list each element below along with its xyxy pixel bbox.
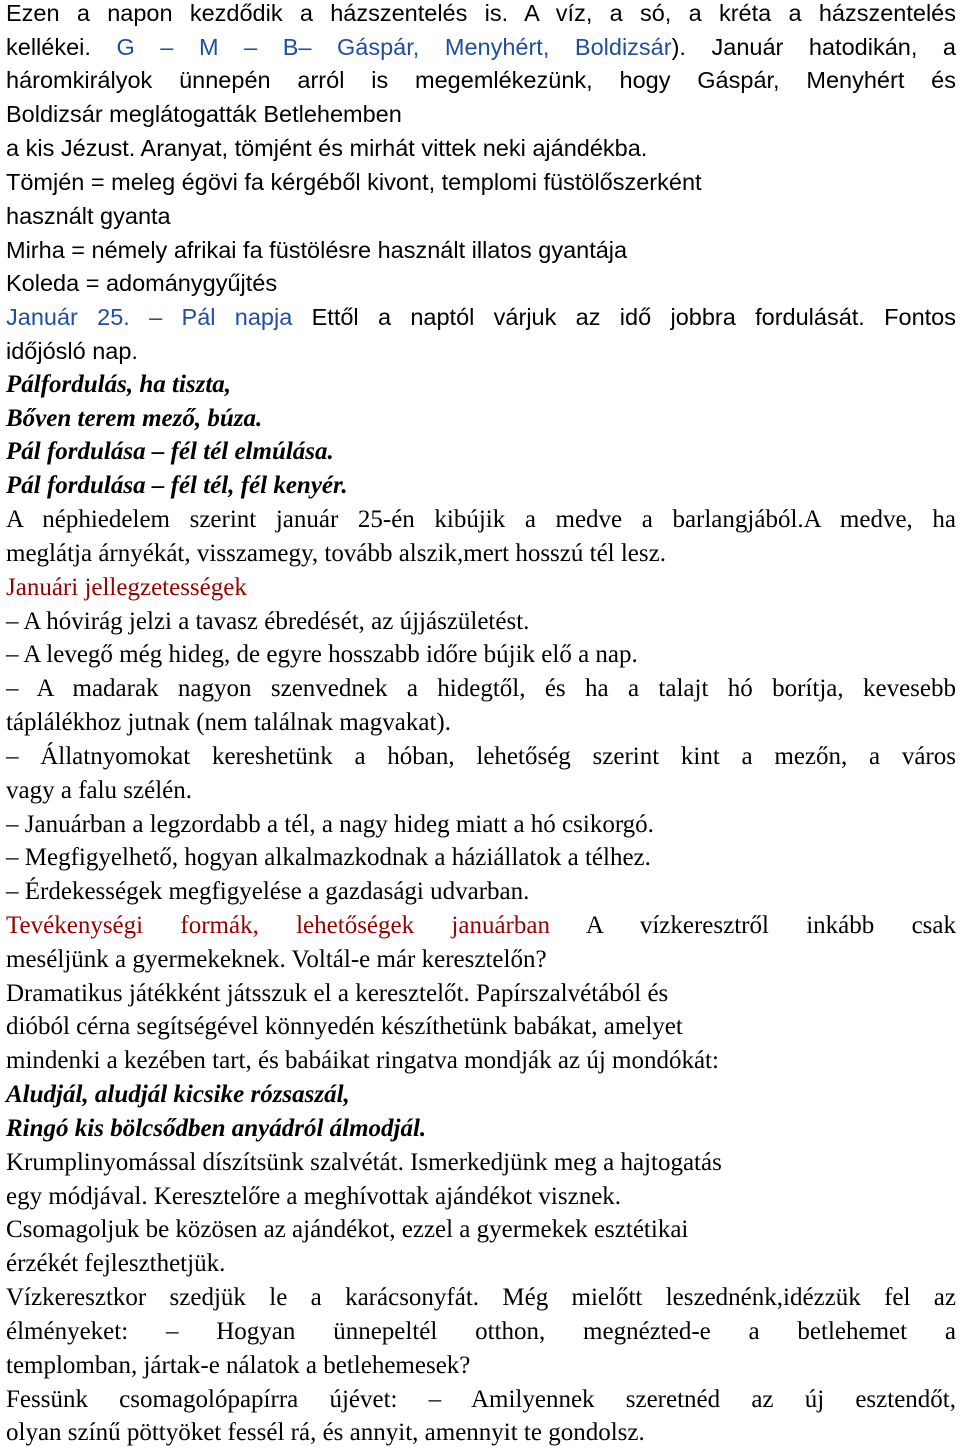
verse1-line-3: Pál fordulása – fél tél elmúlása. <box>6 438 334 465</box>
feature-item-2: – A levegő még hideg, de egyre hosszabb időre bújik elő a nap. <box>6 641 638 668</box>
feature-item-3-cont: táplálékhoz jutnak (nem találnak magvakat). <box>6 709 451 736</box>
para1-line-1: Ezen a napon kezdődik a házszentelés is. A víz, a só, a kréta a házszentelés <box>6 0 956 26</box>
verse2-line-1: Aludjál, aludjál kicsike rózsaszál, <box>6 1081 350 1108</box>
feature-item-7: – Érdekességek megfigyelése a gazdasági udvarban. <box>6 878 530 905</box>
feature-item-6: – Megfigyelhető, hogyan alkalmazkodnak a háziállatok a télhez. <box>6 844 651 871</box>
glossary-koleda: Koleda = adománygyűjtés <box>6 270 278 296</box>
pal-napja-date: Január 25. – Pál napja <box>6 304 293 330</box>
bear-line-1: A néphiedelem szerint január 25-én kibújik a medve a barlangjából.A medve, ha <box>6 506 956 533</box>
closing-line-4: érzékét fejleszthetjük. <box>6 1250 226 1277</box>
activities-heading: Tevékenységi formák, lehetőségek januárban <box>6 912 550 939</box>
activities-line-2: meséljünk a gyermekeknek. Voltál-e már keresztelőn? <box>6 946 547 973</box>
feature-item-5: – Januárban a legzordabb a tél, a nagy hideg miatt a hó csikorgó. <box>6 811 654 838</box>
activities-line-1 <box>6 909 956 943</box>
feature-item-1: – A hóvirág jelzi a tavasz ébredését, az újjászületést. <box>6 608 530 635</box>
activities-line-4: dióból cérna segítségével könnyedén készíthetünk babákat, amelyet <box>6 1013 683 1040</box>
para1-line-2-a: kellékei. <box>6 34 117 60</box>
verse1-line-4: Pál fordulása – fél tél, fél kenyér. <box>6 472 348 499</box>
glossary-tomjen: Tömjén = meleg égövi fa kérgéből kivont, templomi füstölőszerként <box>6 169 702 195</box>
closing-line-3: Csomagoljuk be közösen az ajándékot, ezzel a gyermekek esztétikai <box>6 1216 689 1243</box>
glossary-mirha: Mirha = némely afrikai fa füstölésre használt illatos gyantája <box>6 237 628 263</box>
feature-item-4: – Állatnyomokat kereshetünk a hóban, lehetőség szerint kint a mezőn, a város <box>6 743 956 770</box>
verse1-line-2: Bőven terem mező, búza. <box>6 405 263 432</box>
pal-napja-text: Ettől a naptól várjuk az idő jobbra fordulását. Fontos <box>292 304 956 330</box>
activities-line-5: mindenki a kezében tart, és babáikat ringatva mondják az új mondókát: <box>6 1047 719 1074</box>
closing-line-8: Fessünk csomagolópapírra újévet: – Amilyennek szeretnéd az új esztendőt, <box>6 1386 956 1413</box>
verse1-line-1: Pálfordulás, ha tiszta, <box>6 371 232 398</box>
activities-intro: A vízkeresztről inkább csak <box>549 912 956 939</box>
para1-line-3: háromkirályok ünnepén arról is megemlékezünk, hogy Gáspár, Menyhért és <box>6 67 956 93</box>
feature-item-3: – A madarak nagyon szenvednek a hidegtől, és ha a talajt hó borítja, kevesebb <box>6 675 956 702</box>
verse2-line-2: Ringó kis bölcsődben anyádról álmodjál. <box>6 1115 427 1142</box>
activities-line-3: Dramatikus játékként játsszuk el a keresztelőt. Papírszalvétából és <box>6 980 669 1007</box>
para1-line-2-c: ). Január hatodikán, a <box>671 34 956 60</box>
closing-line-1: Krumplinyomással díszítsünk szalvétát. Ismerkedjünk meg a hajtogatás <box>6 1149 722 1176</box>
feature-item-4-cont: vagy a falu szélén. <box>6 777 193 804</box>
features-heading: Januári jellegzetességek <box>6 574 247 601</box>
three-kings-initials: G – M – B– Gáspár, Menyhért, Boldizsár <box>116 34 672 60</box>
pal-napja-line-2: időjósló nap. <box>6 338 138 364</box>
bear-line-2: meglátja árnyékát, visszamegy, tovább alszik,mert hosszú tél lesz. <box>6 540 666 567</box>
glossary-tomjen-cont: használt gyanta <box>6 203 171 229</box>
para1-line-2 <box>6 30 956 64</box>
pal-napja-line-1 <box>6 300 956 334</box>
para1-line-5: a kis Jézust. Aranyat, tömjént és mirhát vittek neki ajándékba. <box>6 135 648 161</box>
closing-line-9: olyan színű pöttyöket fessél rá, és annyit, amennyit te gondolsz. <box>6 1419 645 1446</box>
closing-line-7: templomban, jártak-e nálatok a betlehemesek? <box>6 1352 471 1379</box>
para1-line-4: Boldizsár meglátogatták Betlehemben <box>6 101 402 127</box>
closing-line-2: egy módjával. Keresztelőre a meghívottak ajándékot visznek. <box>6 1183 622 1210</box>
closing-line-6: élményeket: – Hogyan ünnepeltél otthon, megnézted-e a betlehemet a <box>6 1318 956 1345</box>
closing-line-5: Vízkeresztkor szedjük le a karácsonyfát. Még mielőtt leszednénk,idézzük fel az <box>6 1284 956 1311</box>
